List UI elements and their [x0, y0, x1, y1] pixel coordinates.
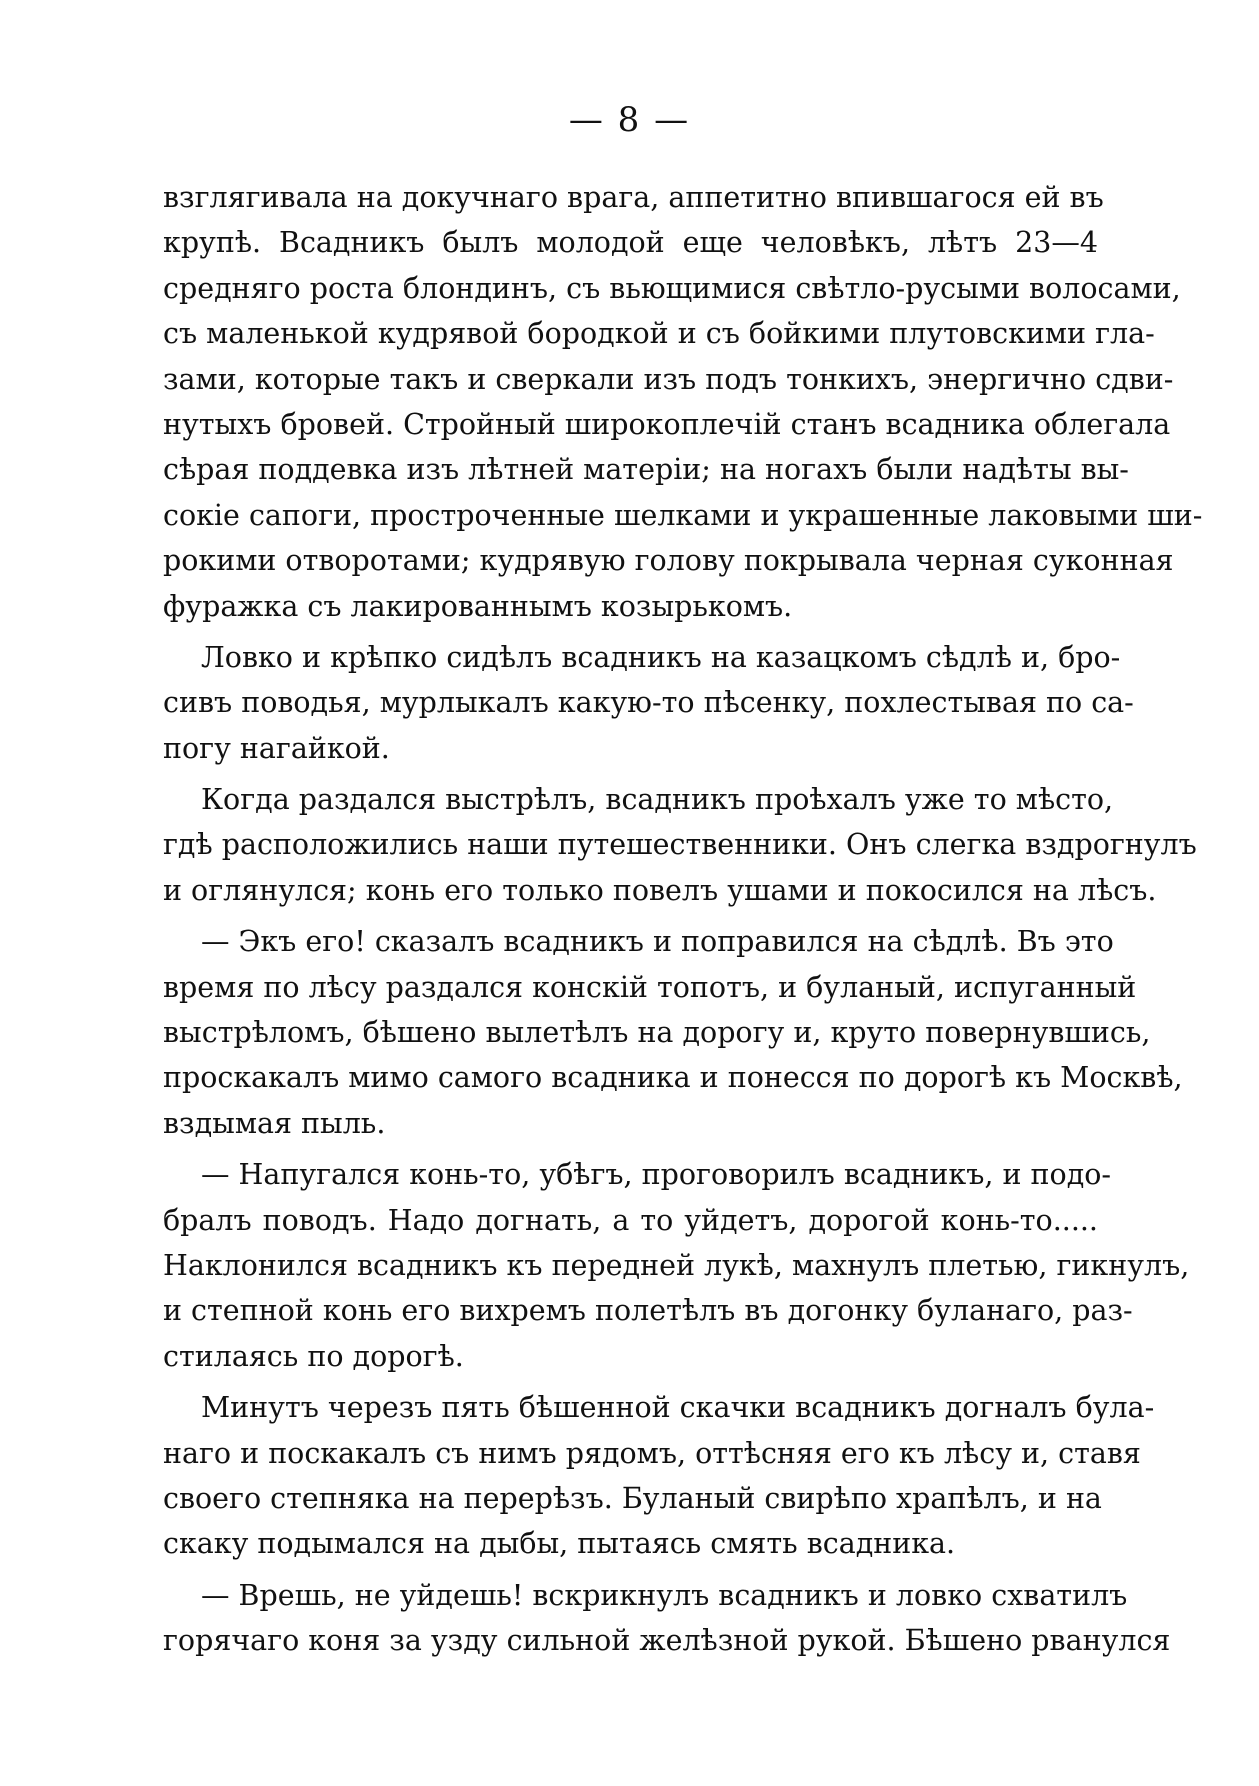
page-number: — 8 —	[568, 100, 691, 140]
text-line: наго и поскакалъ съ нимъ рядомъ, оттѣсняя его къ лѣсу и, ставя	[163, 1436, 1141, 1470]
text-line: Минутъ черезъ пять бѣшенной скачки всадникъ догналъ була-	[201, 1391, 1155, 1425]
text-line: сивъ поводья, мурлыкалъ какую-то пѣсенку, похлестывая по са-	[163, 686, 1134, 720]
text-line: Ловко и крѣпко сидѣлъ всадникъ на казацкомъ сѣдлѣ и, бро-	[201, 640, 1121, 674]
text-line: погу нагайкой.	[163, 731, 390, 765]
body-text	[163, 175, 1203, 1664]
text-line: съ маленькой кудрявой бородкой и съ бойкими плутовскими гла-	[163, 317, 1155, 351]
text-line: Наклонился всадникъ къ передней лукѣ, махнулъ плетью, гикнулъ,	[163, 1248, 1190, 1282]
text-line: проскакалъ мимо самого всадника и понесся по дорогѣ къ Москвѣ,	[163, 1061, 1183, 1095]
text-line: выстрѣломъ, бѣшено вылетѣлъ на дорогу и, круто повернувшись,	[163, 1016, 1151, 1050]
text-line: рокими отворотами; кудрявую голову покрывала черная суконная	[163, 544, 1174, 578]
text-line: — Напугался конь-то, убѣгъ, проговорилъ всадникъ, и подо-	[201, 1158, 1112, 1192]
text-line: — Врешь, не уйдешь! вскрикнулъ всадникъ и ловко схватилъ	[201, 1578, 1128, 1612]
text-line: горячаго коня за узду сильной желѣзной рукой. Бѣшено рванулся	[163, 1624, 1171, 1658]
text-line: Когда раздался выстрѣлъ, всадникъ проѣхалъ уже то мѣсто,	[201, 783, 1114, 817]
text-line: время по лѣсу раздался конскій топотъ, и буланый, испуганный	[163, 970, 1137, 1004]
text-line: крупѣ. Всадникъ былъ молодой еще человѣкъ, лѣтъ 23—4	[163, 226, 1098, 260]
text-line: сѣрая поддевка изъ лѣтней матеріи; на ногахъ были надѣты вы-	[163, 453, 1129, 487]
text-line: скаку подымался на дыбы, пытаясь смять всадника.	[163, 1527, 956, 1561]
text-line: и оглянулся; конь его только повелъ ушами и покосился на лѣсъ.	[163, 873, 1157, 907]
text-line: гдѣ расположились наши путешественники. Онъ слегка вздрогнулъ	[163, 828, 1197, 862]
text-line: нутыхъ бровей. Стройный широкоплечій станъ всадника облегала	[163, 407, 1171, 441]
text-line: зами, которые такъ и сверкали изъ подъ тонкихъ, энергично сдви-	[163, 362, 1174, 396]
text-line: и степной конь его вихремъ полетѣлъ въ догонку буланаго, раз-	[163, 1294, 1133, 1328]
text-line: взглягивала на докучнаго врага, аппетитно впившагося ей въ	[163, 181, 1104, 214]
text-line: — Экъ его! сказалъ всадникъ и поправился на сѣдлѣ. Въ это	[201, 925, 1114, 959]
text-line: фуражка съ лакированнымъ козырькомъ.	[163, 589, 793, 623]
text-line: вздымая пыль.	[163, 1106, 386, 1140]
text-line: своего степняка на перерѣзъ. Буланый свирѣпо храпѣлъ, и на	[163, 1481, 1102, 1515]
text-line: средняго роста блондинъ, съ вьющимися свѣтло-русыми волосами,	[163, 271, 1181, 305]
text-line: стилаясь по дорогѣ.	[163, 1339, 464, 1373]
text-line: сокіе сапоги, простроченные шелками и украшенные лаковыми ши-	[163, 498, 1203, 532]
text-line: бралъ поводъ. Надо догнать, а то уйдетъ, дорогой конь-то.....	[163, 1203, 1098, 1237]
